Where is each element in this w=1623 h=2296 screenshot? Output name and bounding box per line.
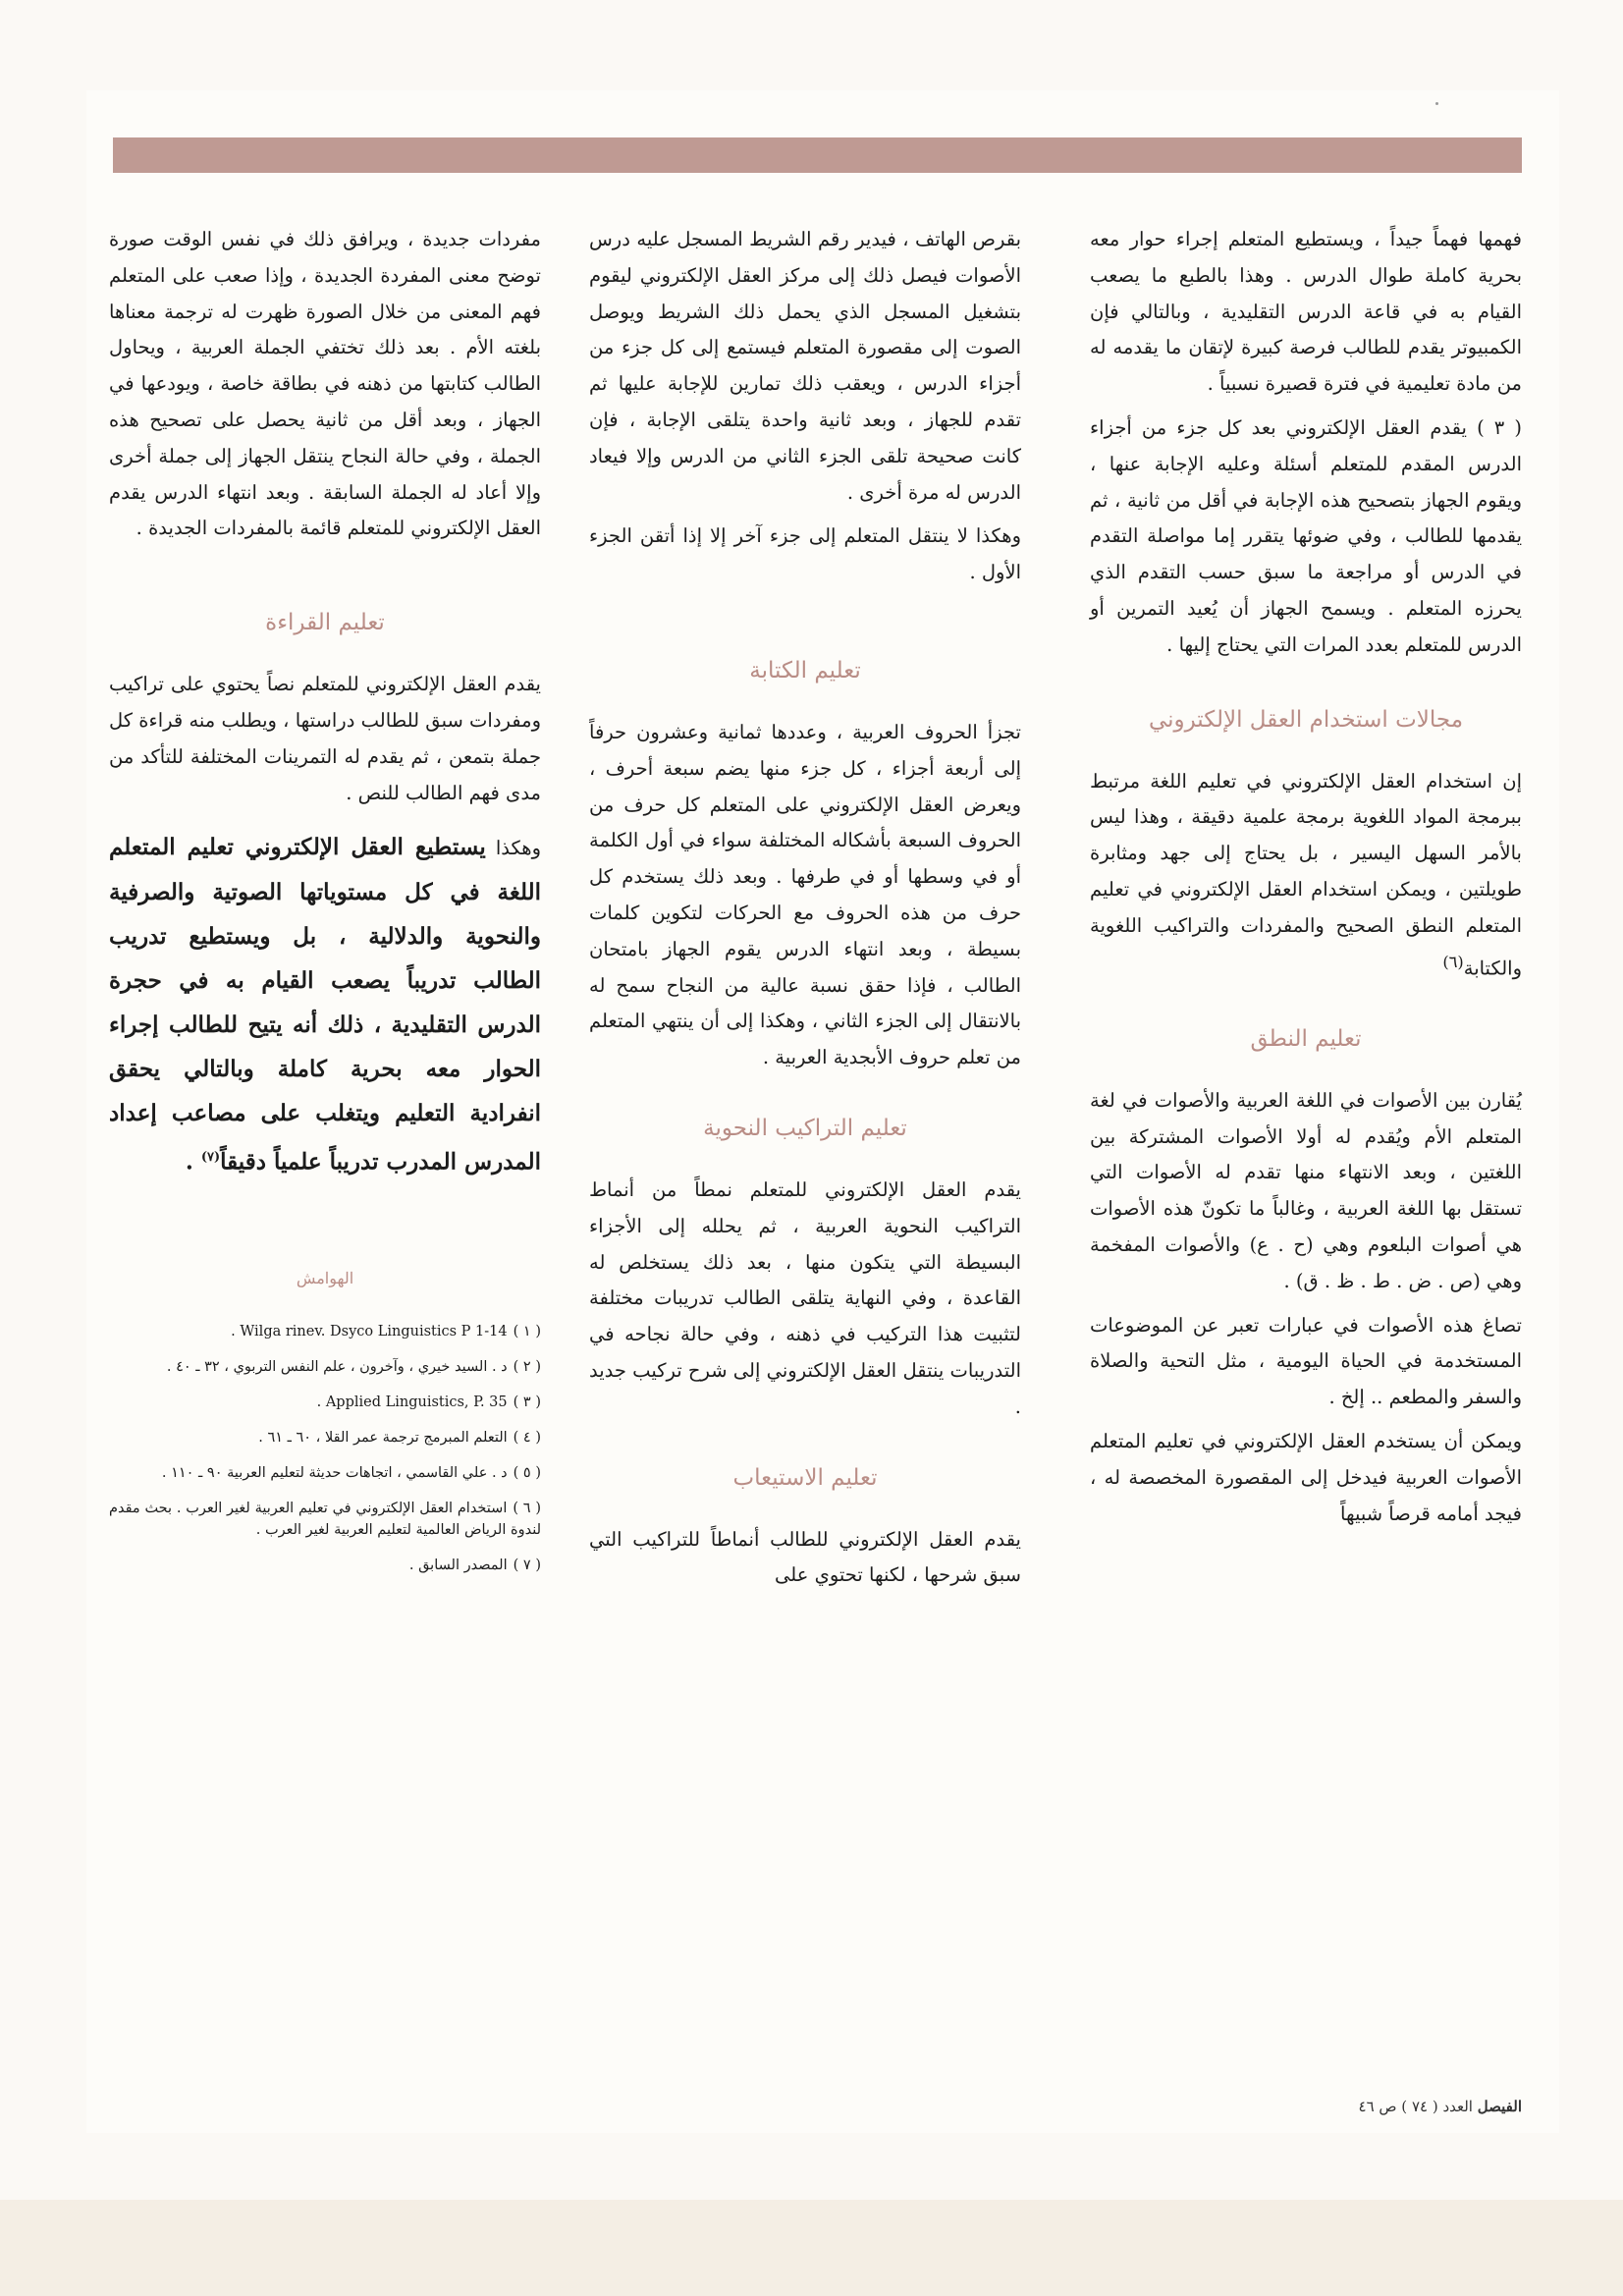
conclusion-bold-text: يستطيع العقل الإلكتروني تعليم المتعلم اللغة في كل مستوياتها الصوتية والصرفية والنحوية والدلالية ، بل ويستطيع تدريب الطالب تدريباً يصعب القيام به في حجرة الدرس التقليدية ، ذلك أنه يتيح للطالب إجراء الحوار معه بحرية كاملة وبالتالي يحقق انفرادية التعليم ويتغلب على مصاعب إعداد المدرس المدرب تدريباً علمياً دقيقاً	[109, 834, 541, 1176]
scan-dot	[1435, 102, 1438, 105]
footnote-number: ( ٢ )	[513, 1358, 541, 1375]
paragraph: تصاغ هذه الأصوات في عبارات تعبر عن الموضوعات المستخدمة في الحياة اليومية ، مثل التحية والصلاة والسفر والمطعم .. إلخ .	[1090, 1313, 1522, 1409]
paragraph: فهمها فهماً جيداً ، ويستطيع المتعلم إجراء حوار معه بحرية كاملة طوال الدرس . وهذا بالطبع ما يصعب القيام به في قاعة الدرس التقليدية ، وبالتالي فإن الكمبيوتر يقدم للطالب فرصة كبيرة لإتقان ما يقدمه له من مادة تعليمية في فترة قصيرة نسبياً .	[1090, 228, 1522, 396]
header-color-bar	[113, 137, 1522, 173]
footnote-ref[interactable]: (٦)	[1442, 952, 1464, 971]
section-heading: تعليم التراكيب النحوية	[703, 1115, 907, 1141]
paragraph: تجزأ الحروف العربية ، وعددها ثمانية وعشرون حرفاً إلى أربعة أجزاء ، كل جزء منها يضم سبعة أحرف ، ويعرض العقل الإلكتروني على المتعلم كل حرف من الحروف السبعة بأشكاله المختلفة سواء في أول الكلمة أو في وسطها أو في طرفها . وبعد ذلك يستخدم كل حرف من هذه الحروف مع الحركات لتكوين كلمات بسيطة ، وبعد انتهاء الدرس يقوم الجهاز بامتحان الطالب ، فإذا حقق نسبة عالية من النجاح سمح له بالانتقال إلى الجزء الثاني ، وهكذا إلى أن ينتهي المتعلم من تعلم حروف الأبجدية العربية .	[589, 720, 1021, 1069]
footnote-number: ( ٤ )	[513, 1429, 541, 1446]
footnote-text: Applied Linguistics, P. 35 .	[316, 1394, 508, 1410]
page-footer	[1247, 2098, 1522, 2115]
footnote-text: Wilga rinev. Dsyco Linguistics P 1-14 .	[231, 1323, 508, 1339]
conclusion-end: .	[185, 1149, 201, 1176]
footnote-item	[109, 1392, 541, 1413]
footnote-item	[109, 1462, 541, 1484]
footnote-item	[109, 1498, 541, 1541]
footnotes-list	[109, 1321, 541, 1576]
paragraph-text: إن استخدام العقل الإلكتروني في تعليم اللغة مرتبط ببرمجة المواد اللغوية برمجة علمية دقيقة ، وهذا ليس بالأمر السهل اليسير ، بل يحتاج إلى جهد ومثابرة طويلتين ، ويمكن استخدام العقل الإلكتروني في تعليم المتعلم النطق الصحيح والمفردات والتراكيب اللغوية والكتابة	[1090, 769, 1522, 980]
bottom-band	[0, 2200, 1623, 2296]
paragraph: وهكذا لا ينتقل المتعلم إلى جزء آخر إلا إذا أتقن الجزء الأول .	[589, 524, 1021, 584]
footnote-ref[interactable]: (٧)	[200, 1150, 221, 1166]
paragraph: ويمكن أن يستخدم العقل الإلكتروني في تعليم المتعلم الأصوات العربية فيدخل إلى المقصورة المخصصة له ، فيجد أمامه قرصاً شبيهاً	[1090, 1430, 1522, 1525]
footnote-text: د . علي القاسمي ، اتجاهات حديثة لتعليم العربية ٩٠ ـ ١١٠ .	[161, 1464, 508, 1481]
footnote-item	[109, 1321, 541, 1342]
footnote-number: ( ١ )	[513, 1323, 541, 1339]
footnote-item	[109, 1555, 541, 1576]
paragraph: يقدم العقل الإلكتروني للطالب أنماطاً للتراكيب التي سبق شرحها ، لكنها تحتوي على	[589, 1527, 1021, 1587]
section-heading: مجالات استخدام العقل الإلكتروني	[1148, 706, 1464, 733]
section-heading: تعليم الاستيعاب	[732, 1464, 878, 1491]
section-heading: تعليم النطق	[1250, 1025, 1362, 1052]
paragraph: مفردات جديدة ، ويرافق ذلك في نفس الوقت صورة توضح معنى المفردة الجديدة ، وإذا صعب على المتعلم فهم المعنى من خلال الصورة ظهرت له ترجمة معناها بلغته الأم . بعد ذلك تختفي الجملة العربية ، ويحاول الطالب كتابتها من ذهنه في بطاقة خاصة ، ويودعها في الجهاز ، وبعد أقل من ثانية يحصل على تصحيح هذه الجملة ، وفي حالة النجاح ينتقل الجهاز إلى جملة أخرى وإلا أعاد له الجملة السابقة . وبعد انتهاء الدرس يقدم العقل الإلكتروني للمتعلم قائمة بالمفردات الجديدة .	[109, 228, 541, 540]
conclusion-lead: وهكذا	[485, 837, 541, 860]
right-column	[1090, 222, 1522, 1540]
footnote-text: د . السيد خيري ، وآخرون ، علم النفس التربوي ، ٣٢ ـ ٤٠ .	[166, 1358, 508, 1375]
magazine-name: الفيصل	[1477, 2098, 1522, 2115]
footnote-number: ( ٧ )	[513, 1557, 541, 1573]
footnote-text: المصدر السابق .	[408, 1557, 508, 1573]
section-heading: تعليم القراءة	[265, 610, 385, 636]
paragraph	[1090, 764, 1522, 987]
middle-column	[589, 222, 1021, 1602]
paragraph: يقدم العقل الإلكتروني للمتعلم نمطاً من أنماط التراكيب النحوية العربية ، ثم يحلله إلى الأجزاء البسيطة التي يتكون منها ، بعد ذلك يستخلص له القاعدة ، وفي النهاية يتلقى الطالب تدريبات مختلفة لتثبيت هذا التركيب في ذهنه ، وفي حالة نجاحه في التدريبات ينتقل العقل الإلكتروني إلى شرح تركيب جديد .	[589, 1177, 1021, 1418]
paragraph: ( ٣ ) يقدم العقل الإلكتروني بعد كل جزء من أجزاء الدرس المقدم للمتعلم أسئلة وعليه الإجابة عنها ، ويقوم الجهاز بتصحيح هذه الإجابة في أقل من ثانية ، ثم يقدمها للطالب ، وفي ضوئها يتقرر إما مواصلة التقدم في الدرس أو مراجعة ما سبق حسب التقدم الذي يحرزه المتعلم . ويسمح الجهاز أن يُعيد التمرين أو الدرس للمتعلم بعدد المرات التي يحتاج إليها .	[1090, 415, 1522, 656]
section-heading: تعليم الكتابة	[749, 657, 861, 683]
footnote-number: ( ٥ )	[513, 1464, 541, 1481]
footnote-text: استخدام العقل الإلكتروني في تعليم العربية لغير العرب . بحث مقدم لندوة الرياض العالمية لتعليم العربية لغير العرب .	[109, 1500, 541, 1538]
paragraph: يُقارن بين الأصوات في اللغة العربية والأصوات في لغة المتعلم الأم ويُقدم له أولا الأصوات المشتركة بين اللغتين ، وبعد الانتهاء منها تقدم له الأصوات التي تستقل بها اللغة العربية ، وغالباً ما تكونّ هذه الأصوات هي أصوات البلعوم وهي (ح . ع) والأصوات المفخمة وهي (ص . ض . ط . ظ . ق) .	[1090, 1088, 1522, 1292]
issue-info: العدد ( ٧٤ ) ص ٤٦	[1358, 2098, 1473, 2115]
footnote-number: ( ٦ )	[513, 1500, 541, 1516]
footnote-number: ( ٣ )	[513, 1394, 541, 1410]
footnotes-heading: الهوامش	[296, 1269, 354, 1288]
footnote-item	[109, 1427, 541, 1449]
paragraph: يقدم العقل الإلكتروني للمتعلم نصاً يحتوي على تراكيب ومفردات سبق للطالب دراستها ، ويطلب منه قراءة كل جملة بتمعن ، ثم يقدم له التمرينات المختلفة للتأكد من مدى فهم الطالب للنص .	[109, 673, 541, 804]
conclusion-paragraph	[109, 825, 541, 1184]
paragraph: بقرص الهاتف ، فيدير رقم الشريط المسجل عليه درس الأصوات فيصل ذلك إلى مركز العقل الإلكتروني ليقوم بتشغيل المسجل الذي يحمل ذلك الشريط ويوصل الصوت إلى مقصورة المتعلم فيستمع إلى كل جزء من أجزاء الدرس ، ويعقب ذلك تمارين للإجابة عليها ثم تقدم للجهاز ، وبعد ثانية واحدة يتلقى الإجابة ، فإن كانت صحيحة تلقى الجزء الثاني من الدرس وإلا فيعاد الدرس له مرة أخرى .	[589, 228, 1021, 504]
footnote-text: التعلم المبرمج ترجمة عمر القلا ، ٦٠ ـ ٦١ .	[258, 1429, 508, 1446]
left-column	[109, 222, 541, 1590]
footnote-item	[109, 1356, 541, 1378]
